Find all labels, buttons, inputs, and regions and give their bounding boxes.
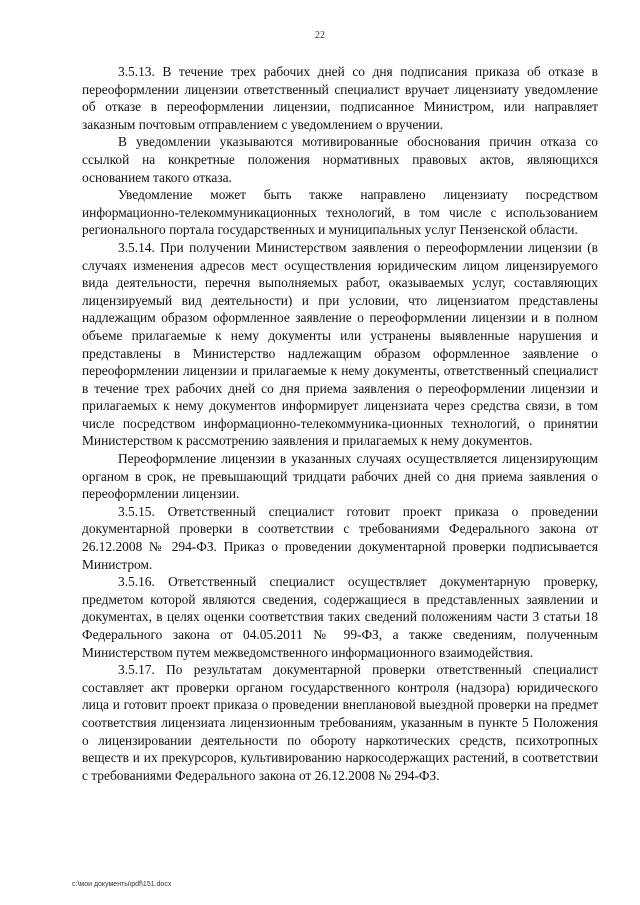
paragraph-3-5-15: 3.5.15. Ответственный специалист готовит проект приказа о проведении документарной проверки в соответствии с требованиями Федерального закона от 26.12.2008 № 294-ФЗ. Приказ о проведении документарной проверки подписывается Министром.: [82, 503, 598, 572]
paragraph-3-5-16: 3.5.16. Ответственный специалист осуществляет документарную проверку, предметом которой являются сведения, содержащиеся в представленных заявлении и документах, в целях оценки соответствия таких сведений положениям части 3 статьи 18 Федерального закона от 04.05.2011 № 99-ФЗ, а также сведениям, полученным Министерством путем межведомственного информационного взаимодействия.: [82, 574, 598, 660]
paragraph-reissue-term: Переоформление лицензии в указанных случаях осуществляется лицензирующим органом в срок, не превышающий тридцати рабочих дней со дня приема заявления о переоформлении лицензии.: [82, 451, 598, 502]
paragraph-notice-channels: Уведомление может быть также направлено лицензиату посредством информационно-телекоммуникационных технологий, в том числе с использованием регионального портала государственных и муниципальных услуг Пензенской области.: [82, 187, 598, 238]
paragraph-3-5-13: 3.5.13. В течение трех рабочих дней со дня подписания приказа об отказе в переоформлении лицензии ответственный специалист вручает лицензиату уведомление об отказе в переоформлении лицензии, подписанное Министром, или направляет заказным почтовым отправлением с уведомлением о вручении.: [82, 64, 598, 132]
page-number: 22: [315, 30, 325, 41]
document-body: [82, 63, 598, 784]
paragraph-3-5-17: 3.5.17. По результатам документарной проверки ответственный специалист составляет акт проверки органом государственного контроля (надзора) юридического лица и готовит проект приказа о проведении внеплановой выездной проверки на предмет соответствия лицензиата лицензионным требованиям, указанным в пункте 5 Положения о лицензировании деятельности по обороту наркотических средств, психотропных веществ и их прекурсоров, культивированию наркосодержащих растений, в соответствии с требованиями Федерального закона от 26.12.2008 № 294-ФЗ.: [82, 662, 598, 783]
paragraph-3-5-14: 3.5.14. При получении Министерством заявления о переоформлении лицензии (в случаях изменения адресов мест осуществления юридическим лицом лицензируемого вида деятельности, перечня выполняемых работ, оказываемых услуг, составляющих лицензируемый вид деятельности) и при условии, что лицензиатом представлены надлежащим образом оформленное заявление о переоформлении лицензии и в полном объеме прилагаемые к нему документы или устранены выявленные нарушения и представлены в Министерство надлежащим образом оформленное заявление о переоформлении лицензии и прилагаемые к нему документы, ответственный специалист в течение трех рабочих дней со дня приема заявления о переоформлении лицензии и прилагаемых к нему документов информирует лицензиата через средства связи, в том числе посредством информационно-телекоммуника-ционных технологий, о принятии Министерством к рассмотрению заявления и прилагаемых к нему документов.: [82, 239, 598, 449]
file-path-footer: c:\мои документы\pdf\151.docx: [72, 881, 172, 888]
paragraph-notice-reasons: В уведомлении указываются мотивированные обоснования причин отказа со ссылкой на конкретные положения нормативных правовых актов, являющихся основанием такого отказа.: [82, 134, 598, 185]
